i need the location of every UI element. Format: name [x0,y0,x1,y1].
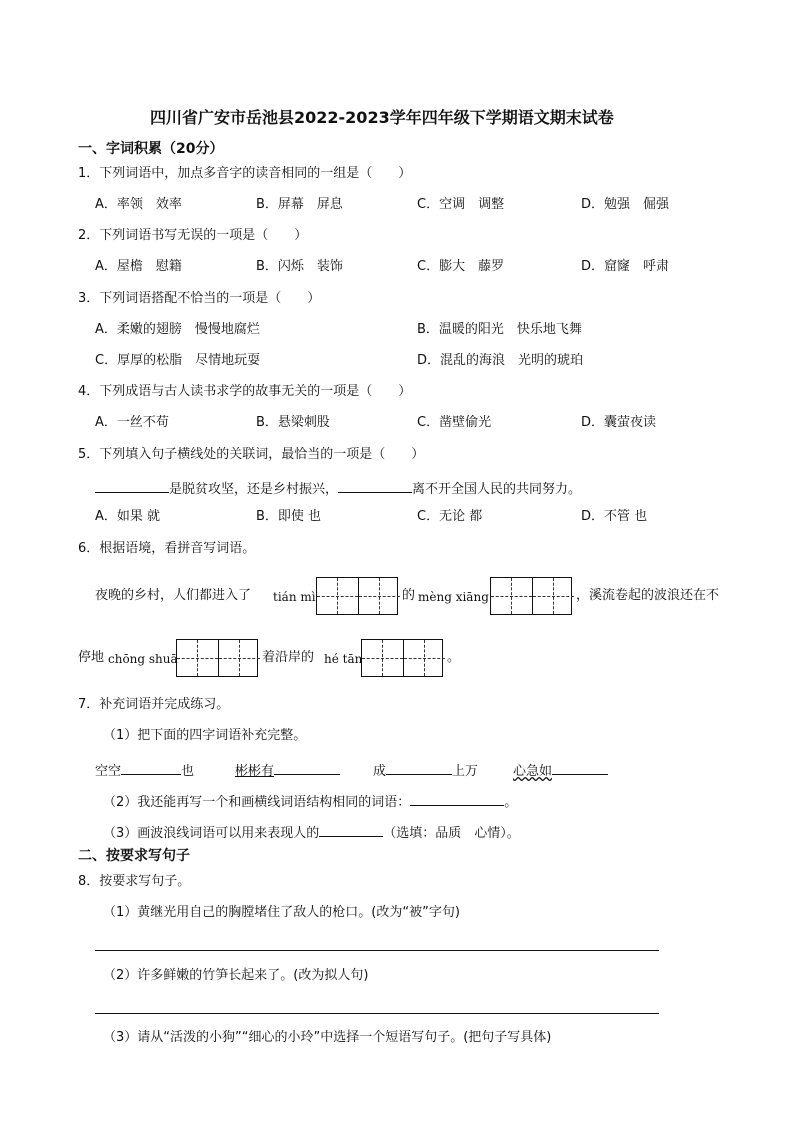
q7-sub-3: （3）画波浪线词语可以用来表现人的 （选填：品质 心情）。 [103,822,520,842]
page-title: 四川省广安市岳池县2022-2023学年四年级下学期语文期末试卷 [150,108,614,127]
q7-blank-4[interactable] [552,760,608,775]
q6-pinyin-1: tián mì [273,590,316,604]
q8-answer-line-2[interactable] [95,1013,659,1014]
question-5-stem: 5．下列填入句子横线处的关联词，最恰当的一项是（ ） [78,447,425,462]
q2-option-a[interactable]: A．屋檐 慰籍 [95,259,182,274]
question-8-stem: 8．按要求写句子。 [78,874,191,889]
section-2-heading: 二、按要求写句子 [78,848,190,864]
q7-blank-1[interactable] [121,760,181,775]
q5-blank-1[interactable] [95,478,169,493]
q3-option-d[interactable]: D．混乱的海浪 光明的琥珀 [417,353,584,368]
q7-sub3-blank[interactable] [319,822,383,837]
q7-sub-2: （2）我还能再写一个和画横线词语结构相同的词语： 。 [103,791,517,811]
q7-blank-3[interactable] [386,760,452,775]
q4-option-d[interactable]: D．囊萤夜读 [581,415,657,430]
q3-option-c[interactable]: C．厚厚的松脂 尽情地玩耍 [95,353,261,368]
question-2-stem: 2．下列词语书写无误的一项是（ ） [78,228,308,243]
q7-blank-2[interactable] [274,760,340,775]
q4-option-a[interactable]: A．一丝不苟 [95,415,169,430]
question-7-stem: 7．补充词语并完成练习。 [78,697,230,712]
question-6-stem: 6．根据语境，看拼音写词语。 [78,541,256,556]
q7-sub-1: （1）把下面的四字词语补充完整。 [103,728,307,743]
q4-option-b[interactable]: B．悬梁刺股 [256,415,330,430]
q6-tianzige-3[interactable] [176,639,258,677]
q6-tianzige-2[interactable] [490,577,572,615]
q6-tianzige-1[interactable] [316,577,398,615]
q5-option-d[interactable]: D．不管 也 [581,509,648,524]
section-1-heading: 一、字词积累（20分） [78,141,224,157]
question-3-stem: 3．下列词语搭配不恰当的一项是（ ） [78,291,321,306]
q3-option-b[interactable]: B．温暖的阳光 快乐地飞舞 [417,322,582,337]
question-1-stem: 1．下列词语中，加点多音字的读音相同的一组是（ ） [78,166,412,181]
q6-line2-text-b: 着沿岸的 [262,650,315,665]
q7-word-1: 空空 也 [95,760,194,780]
q5-option-a[interactable]: A．如果 就 [95,509,161,524]
q2-option-d[interactable]: D．窟窿 呼肃 [581,259,670,274]
q6-line2-text-a: 停地 [78,650,105,665]
q8-sub-2: （2）许多鲜嫩的竹笋长起来了。(改为拟人句) [103,968,369,983]
q8-answer-line-1[interactable] [95,950,659,951]
q3-option-a[interactable]: A．柔嫩的翅膀 慢慢地腐烂 [95,322,260,337]
q6-line1-text-b: 的 [402,588,416,603]
q8-sub-3: （3）请从“活泼的小狗”“细心的小玲”中选择一个短语写句子。(把句子写具体) [103,1030,552,1045]
q5-sentence: 是脱贫攻坚，还是乡村振兴， 离不开全国人民的共同努力。 [95,478,581,498]
q5-option-b[interactable]: B．即使 也 [256,509,322,524]
q1-option-c[interactable]: C．空调 调整 [417,197,505,212]
q5-option-c[interactable]: C．无论 都 [417,509,483,524]
q7-word-3: 成 上万 [373,760,478,780]
q6-pinyin-2: mèng xiāng [418,590,489,604]
q7-sub2-blank[interactable] [410,791,504,806]
q1-option-d[interactable]: D．勉强 倔强 [581,197,670,212]
q6-line1-text-c: ，溪流卷起的波浪还在不 [576,588,720,603]
q6-tianzige-4[interactable] [361,639,443,677]
q6-pinyin-3: chōng shuā [108,652,178,666]
q6-line1-text-a: 夜晚的乡村，人们都进入了 [95,588,252,603]
q4-option-c[interactable]: C．凿壁偷光 [417,415,492,430]
q2-option-c[interactable]: C．膨大 藤罗 [417,259,505,274]
q7-word-2: 彬彬有 [235,760,340,780]
q2-option-b[interactable]: B．闪烁 装饰 [256,259,343,274]
q6-pinyin-4: hé tān [324,652,363,666]
q8-sub-1: （1）黄继光用自己的胸膛堵住了敌人的枪口。(改为“被”字句) [103,905,460,920]
q6-line2-text-c: 。 [447,650,461,665]
q1-option-b[interactable]: B．屏幕 屏息 [256,197,343,212]
question-4-stem: 4．下列成语与古人读书求学的故事无关的一项是（ ） [78,384,412,399]
q5-blank-2[interactable] [338,478,412,493]
q7-word-4: 心急如 [513,760,608,780]
q1-option-a[interactable]: A．率领 效率 [95,197,182,212]
